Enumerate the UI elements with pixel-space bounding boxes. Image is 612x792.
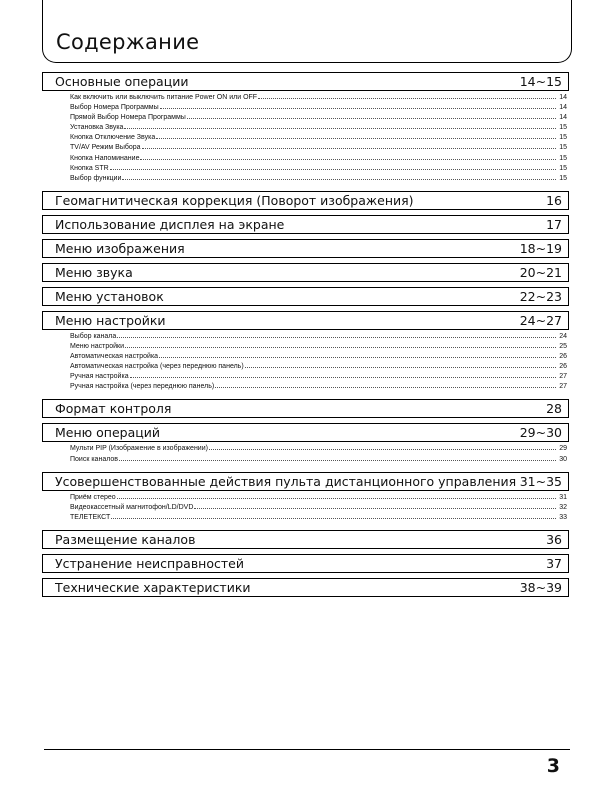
toc-subitem-page: 25 [559,342,567,350]
dot-leader [122,179,556,180]
toc-subitem-page: 14 [559,114,567,122]
toc-subitem-label: Автоматическая настройка (через переднюю панель) [70,363,244,371]
toc-section-pages: 20~21 [519,264,562,280]
dot-leader [119,460,556,461]
toc-section[interactable] [42,191,569,210]
toc-subitem[interactable] [70,493,569,503]
dot-leader [209,449,556,450]
toc-section-pages: 14~15 [519,74,562,89]
toc-subitem-page: 24 [559,332,567,340]
toc-subitem-label: Приём стерео [70,493,116,501]
toc-subitems [42,491,569,526]
toc-subitem[interactable] [70,113,569,123]
dot-leader [156,138,556,139]
toc-subitem-label: Установка Звука [70,124,124,132]
footer-divider [44,749,570,750]
toc-section-title: Меню установок [55,288,164,304]
toc-subitem[interactable] [70,513,569,523]
toc-section[interactable] [42,72,569,91]
toc-subitem-label: Мульти PIP (Изображение в изображении) [70,445,208,453]
toc-section-title: Формат контроля [55,401,172,417]
toc-subitem[interactable] [70,332,569,342]
toc-subitem[interactable] [70,103,569,113]
toc-subitem-label: Видеокассетный магнитофон/LD/DVD [70,503,194,511]
toc-section[interactable] [42,423,569,442]
toc-subitem[interactable] [70,362,569,372]
toc-section[interactable] [42,578,569,597]
toc-subitem[interactable] [70,123,569,133]
dot-leader [215,387,556,388]
toc-section[interactable] [42,399,569,418]
dot-leader [160,108,556,109]
toc-section-title: Устранение неисправностей [55,555,244,571]
toc-subitem-page: 26 [559,363,567,371]
toc-subitem[interactable] [70,93,569,103]
toc-subitem-label: Меню настройки [70,342,124,350]
toc-section-title: Использование дисплея на экране [55,216,285,232]
dot-leader [245,367,556,368]
page-title: Содержание [56,30,200,54]
toc-section-title: Меню операций [55,425,161,441]
toc-section[interactable] [42,215,569,234]
toc-section[interactable] [42,239,569,258]
toc-subitem-page: 14 [559,94,567,101]
toc-subitem-label: Ручная настройка [70,373,129,381]
toc-subitem[interactable] [70,372,569,382]
dot-leader [258,98,556,99]
toc-section-title: Технические характеристики [55,579,251,595]
toc-subitem-page: 27 [559,383,567,391]
toc-section[interactable] [42,311,569,330]
toc-subitem[interactable] [70,444,569,454]
toc-subitem-label: Поиск каналов [70,455,118,463]
toc-section-title: Основные операции [55,74,189,89]
toc-subitem-page: 15 [559,174,567,182]
toc-subitem-label: Выбор Номера Программы [70,104,159,112]
toc-subitem-page: 14 [559,104,567,112]
toc-subitem[interactable] [70,143,569,153]
toc-section-title: Усовершенствованные действия пульта дистанционного управления [55,473,517,489]
toc-section[interactable] [42,554,569,573]
toc-section-pages: 17 [546,216,562,232]
toc-subitem-label: Кнопка Отключение Звука [70,134,156,142]
toc-subitem[interactable] [70,455,569,465]
toc-subitem[interactable] [70,382,569,392]
toc-section[interactable] [42,530,569,549]
toc-subitem-label: Выбор канала [70,332,117,340]
toc-subitem-label: Кнопка STR [70,164,109,172]
dot-leader [124,128,556,129]
toc-section-title: Геомагнитическая коррекция (Поворот изображения) [55,192,414,208]
toc-subitem[interactable] [70,164,569,174]
toc-section-title: Размещение каналов [55,531,196,547]
toc-section-title: Меню настройки [55,312,166,328]
toc-section-title: Меню звука [55,264,133,280]
toc-subitem-page: 15 [559,164,567,172]
toc-section-pages: 29~30 [519,425,562,441]
toc-subitem-page: 29 [559,445,567,453]
dot-leader [130,377,556,378]
dot-leader [159,357,556,358]
toc-subitem-page: 27 [559,373,567,381]
toc-subitems [42,91,569,187]
dot-leader [117,498,556,499]
toc-section-title: Меню изображения [55,240,185,256]
toc-section-pages: 18~19 [519,240,562,256]
toc-section[interactable] [42,287,569,306]
dot-leader [187,118,556,119]
toc-subitem-label: TV/AV Режим Выбора [70,144,141,152]
toc-subitems [42,442,569,467]
toc-subitem-label: ТЕЛЕТЕКСТ [70,513,111,521]
toc-subitem[interactable] [70,174,569,184]
dot-leader [117,337,556,338]
toc-subitem[interactable] [70,342,569,352]
toc-subitem-label: Автоматическая настройка [70,353,159,361]
toc-subitem-page: 15 [559,124,567,132]
dot-leader [110,169,556,170]
toc-subitem-page: 15 [559,154,567,162]
toc-section-pages: 24~27 [519,312,562,328]
toc-subitem[interactable] [70,352,569,362]
page-number: 3 [546,755,560,777]
toc-section-pages: 28 [546,401,562,417]
toc-section-pages: 22~23 [519,288,562,304]
toc-subitem-label: Ручная настройка (через переднюю панель) [70,383,215,391]
dot-leader [140,159,556,160]
table-of-contents [42,72,569,602]
toc-subitem-label: Как включить или выключить питание Power ON или OFF [70,94,258,101]
toc-subitem[interactable] [70,154,569,164]
toc-section-pages: 37 [546,555,562,571]
toc-section-pages: 31~35 [519,473,562,489]
toc-subitems [42,330,569,396]
toc-section-pages: 38~39 [519,579,562,595]
dot-leader [111,518,556,519]
toc-subitem-label: Кнопка Напоминание [70,154,140,162]
toc-subitem[interactable] [70,133,569,143]
toc-section-pages: 16 [546,192,562,208]
dot-leader [194,508,556,509]
toc-subitem-label: Выбор функции [70,174,122,182]
toc-subitem-page: 15 [559,134,567,142]
toc-subitem-page: 33 [559,513,567,521]
toc-subitem-page: 15 [559,144,567,152]
toc-section[interactable] [42,263,569,282]
toc-subitem[interactable] [70,503,569,513]
toc-subitem-page: 31 [559,493,567,501]
toc-subitem-label: Прямой Выбор Номера Программы [70,114,186,122]
toc-subitem-page: 26 [559,353,567,361]
toc-subitem-page: 32 [559,503,567,511]
toc-section-pages: 36 [546,531,562,547]
dot-leader [142,148,556,149]
dot-leader [125,347,556,348]
toc-subitem-page: 30 [559,455,567,463]
toc-section[interactable] [42,472,569,491]
